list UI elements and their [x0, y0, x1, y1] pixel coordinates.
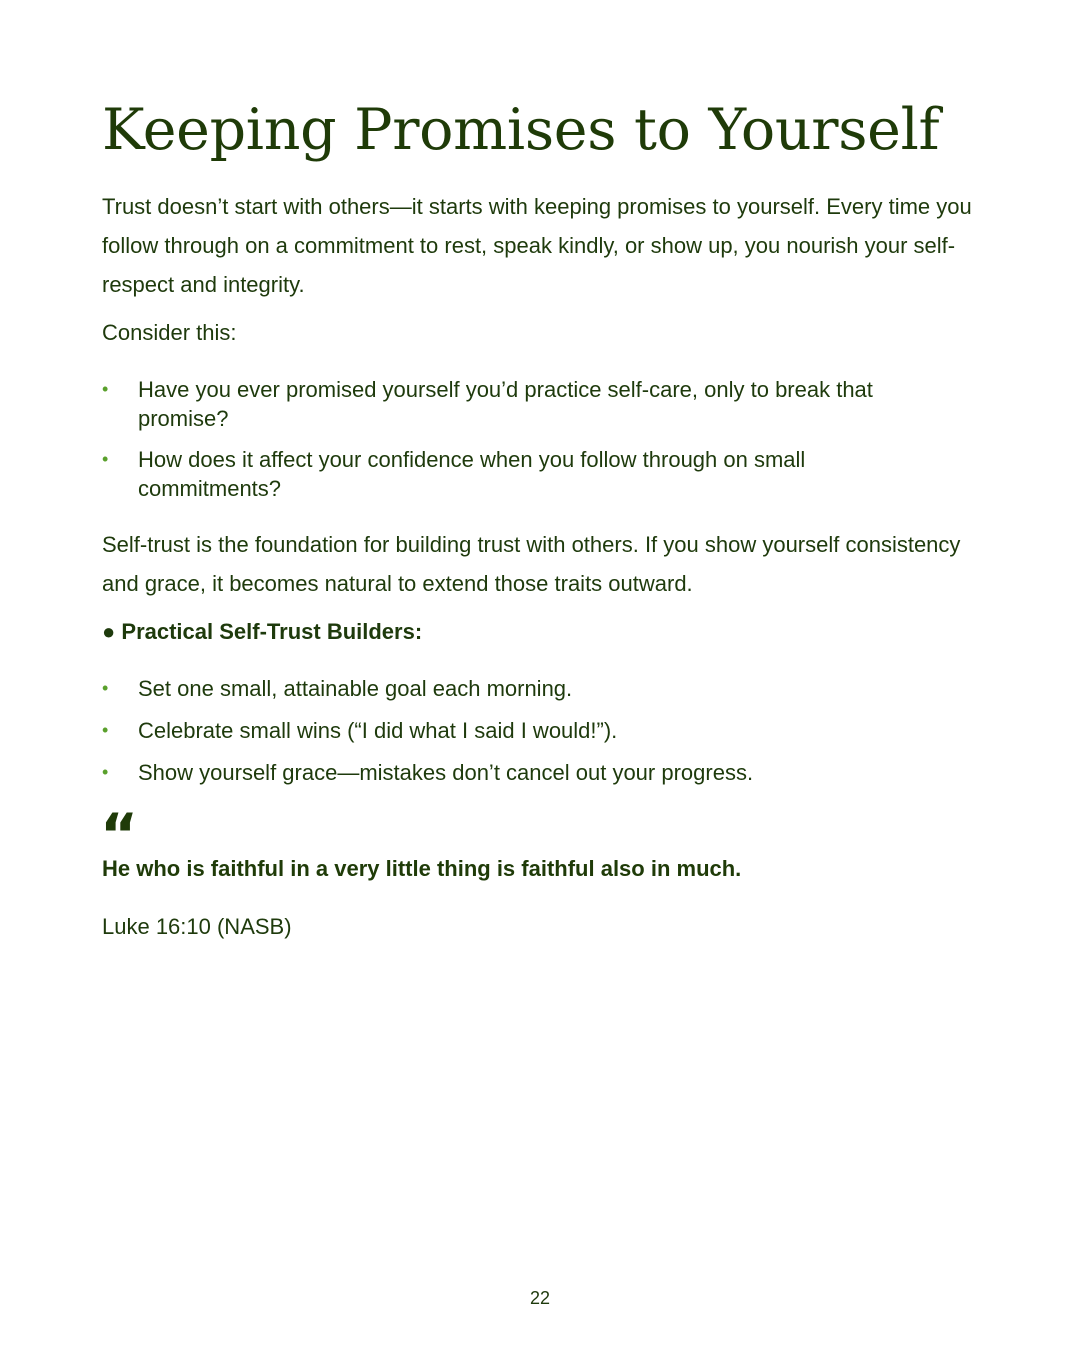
list-item [102, 445, 932, 503]
intro-paragraph: Trust doesn’t start with others—it starts with keeping promises to yourself. Every time you follow through on a commitment to rest, speak kindly, or show up, you nourish your self-respect and integrity. [102, 194, 972, 297]
list-item [102, 375, 932, 433]
self-trust-builders-list [102, 674, 932, 800]
list-item-text: Have you ever promised yourself you’d practice self-care, only to break that promise? [138, 377, 873, 431]
reflection-questions-list [102, 375, 932, 515]
bullet-icon: • [102, 449, 109, 469]
list-item [102, 758, 932, 787]
quote-mark-icon: “ [100, 801, 139, 869]
page-title: Keeping Promises to Yourself [102, 97, 940, 163]
list-item [102, 674, 932, 703]
bullet-icon: • [102, 379, 109, 399]
list-item-text: Celebrate small wins (“I did what I said I would!”). [138, 718, 618, 743]
bullet-icon: • [102, 678, 109, 698]
bullet-icon: • [102, 762, 109, 782]
self-trust-paragraph: Self-trust is the foundation for building trust with others. If you show yourself consistency and grace, it becomes natural to extend those traits outward. [102, 532, 961, 596]
quote-source: Luke 16:10 (NASB) [102, 914, 292, 939]
page-number: 22 [529, 1288, 551, 1308]
list-item-text: Set one small, attainable goal each morning. [138, 676, 573, 701]
quote-text: He who is faithful in a very little thing is faithful also in much. [102, 856, 742, 881]
bullet-icon: • [102, 720, 109, 740]
list-item-text: How does it affect your confidence when you follow through on small commitments? [138, 447, 806, 501]
list-item [102, 716, 932, 745]
consider-label: Consider this: [102, 320, 237, 345]
builders-heading: ● Practical Self-Trust Builders: [102, 619, 423, 644]
list-item-text: Show yourself grace—mistakes don’t cancel out your progress. [138, 760, 754, 785]
